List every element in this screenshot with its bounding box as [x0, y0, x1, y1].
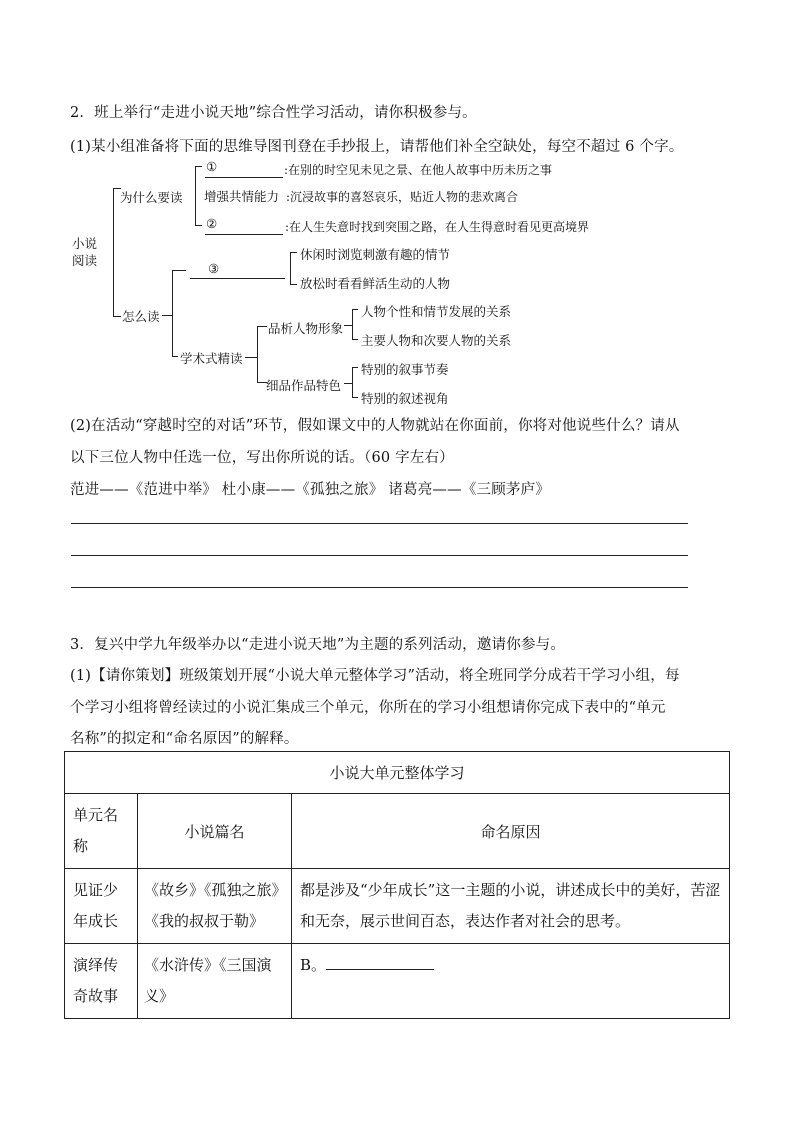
mindmap-why-text-2: :沉浸故事的喜怒哀乐，贴近人物的悲欢离合 [286, 190, 519, 204]
mindmap-why-label: 为什么要读 [120, 190, 183, 205]
mindmap-features-label: 细品作品特色 [266, 378, 342, 393]
header-novels: 小说篇名 [138, 794, 292, 869]
mindmap-character-label: 品析人物形象 [268, 321, 344, 336]
q3-sub1-line1: (1)【请你策划】班级策划开展“小说大单元整体学习”活动，将全班同学分成若干学习小组，每 [70, 668, 680, 684]
mindmap-how-label: 怎么读 [122, 309, 160, 324]
mindmap-academic-label: 学术式精读 [180, 351, 243, 366]
row2-reason-label: B。 [300, 956, 327, 974]
q2-sub2-line2: 以下三位人物中任选一位，写出你所说的话。（60 字左右） [70, 450, 454, 466]
header-reason: 命名原因 [292, 794, 730, 869]
mindmap-features-item-2: 特别的叙述视角 [361, 391, 449, 406]
mindmap-why-marker-2: 增强共情能力 [204, 189, 280, 204]
mindmap-root-line2: 阅读 [72, 253, 98, 268]
mindmap-why-marker-3: ② [206, 216, 218, 231]
mindmap-features-item-1: 特别的叙事节奏 [361, 362, 449, 377]
mindmap-blank-3[interactable] [190, 278, 285, 279]
q3-title: 3．复兴中学九年级举办以“走进小说天地”为主题的系列活动，邀请你参与。 [70, 637, 566, 653]
table-row [65, 944, 730, 1019]
mindmap-why-text-3: :在人生失意时找到突围之路，在人生得意时看见更高境界 [285, 220, 590, 234]
mindmap-leisure-item-1: 休闲时浏览刺激有趣的情节 [300, 247, 451, 262]
row2-reason [292, 944, 730, 1019]
q2-sub1: (1)某小组准备将下面的思维导图刊登在手抄报上，请帮他们补全空缺处，每空不超过 6 个字。 [70, 139, 684, 155]
answer-line-2[interactable] [71, 555, 688, 556]
table-caption: 小说大单元整体学习 [65, 752, 730, 794]
mindmap-how-marker-3: ③ [208, 261, 220, 276]
mindmap-blank-1[interactable] [205, 177, 283, 178]
row1-unit: 见证少年成长 [65, 869, 138, 944]
row2-novels: 《水浒传》《三国演义》 [138, 944, 292, 1019]
mindmap-blank-2[interactable] [205, 234, 283, 235]
mindmap-character-item-2: 主要人物和次要人物的关系 [361, 333, 512, 348]
q2-sub2-line1: (2)在活动“穿越时空的对话”环节，假如课文中的人物就站在你面前，你将对他说些什么？请从 [70, 418, 680, 434]
header-unit: 单元名称 [65, 794, 138, 869]
mindmap-character-item-1: 人物个性和情节发展的关系 [361, 304, 512, 319]
row2-unit: 演绎传奇故事 [65, 944, 138, 1019]
mindmap-why-text-1: :在别的时空见未见之景、在他人故事中历未历之事 [284, 163, 553, 177]
table-row [65, 869, 730, 944]
q3-sub1-line2: 个学习小组将曾经读过的小说汇集成三个单元，你所在的学习小组想请你完成下表中的“单元 [70, 700, 666, 716]
answer-line-3[interactable] [71, 587, 688, 588]
row1-novels: 《故乡》《孤独之旅》《我的叔叔于勒》 [138, 869, 292, 944]
answer-line-1[interactable] [71, 523, 688, 524]
mindmap-root-line1: 小说 [72, 236, 98, 251]
q2-choices: 范进——《范进中举》 杜小康——《孤独之旅》 诸葛亮——《三顾茅庐》 [70, 482, 551, 498]
mindmap-why-marker-1: ① [206, 159, 218, 174]
row1-reason: 都是涉及“少年成长”这一主题的小说，讲述成长中的美好，苦涩和无奈，展示世间百态，表达作者对社会的思考。 [292, 869, 730, 944]
mindmap-leisure-item-2: 放松时看看鲜活生动的人物 [300, 276, 451, 291]
q3-sub1-line3: 名称”的拟定和“命名原因”的解释。 [70, 731, 299, 747]
unit-table [64, 751, 730, 1019]
reason-blank-b[interactable] [326, 955, 434, 970]
q2-title: 2．班上举行“走进小说天地”综合性学习活动，请你积极参与。 [70, 105, 477, 121]
